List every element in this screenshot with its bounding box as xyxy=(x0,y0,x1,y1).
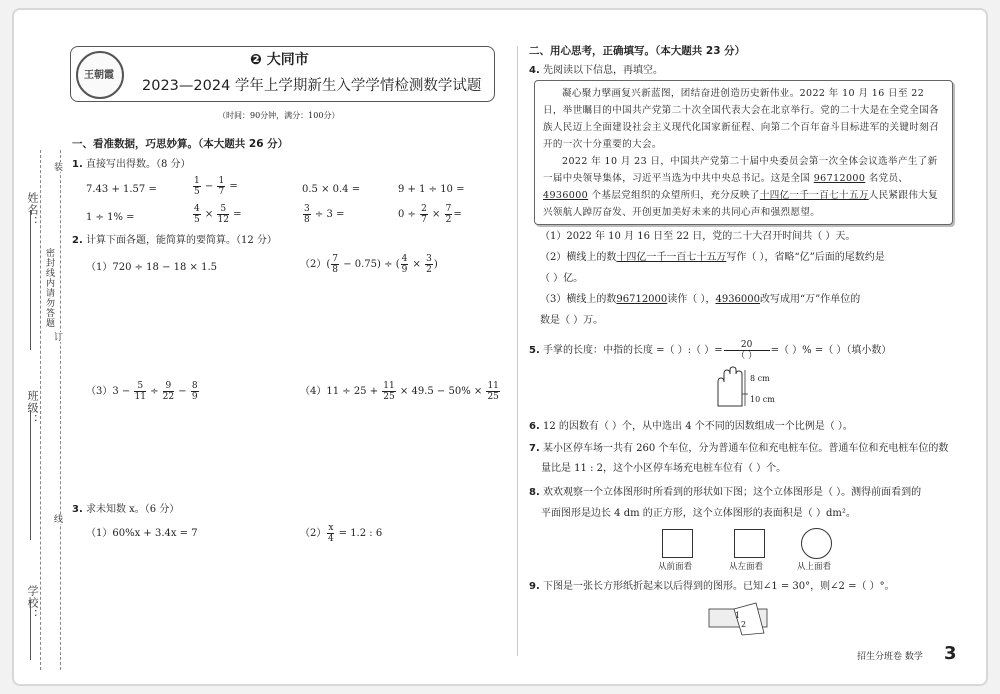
palm-length-label: 10 cm xyxy=(750,395,775,404)
front-view-label: 从前面看 xyxy=(658,562,693,572)
top-view-circle xyxy=(801,528,832,559)
angle-1-label: 1 xyxy=(735,611,741,620)
city-name: 大同市 xyxy=(266,52,309,68)
q1-item-2: $\frac{1}{5}$ − $\frac{1}{7}$ = xyxy=(194,176,238,197)
q4-prompt: 4. 先阅读以下信息，再填空。 xyxy=(529,65,663,76)
q3-prompt: 3. 求未知数 x。（6 分） xyxy=(72,504,180,515)
q2-d: （4）11 ÷ 25 + $\frac{11}{25}$ × 49.5 − 50% × $\frac{11}{25}$ xyxy=(300,381,499,402)
binding-mark-2: 订 xyxy=(52,332,62,342)
binding-mark-1: 装 xyxy=(52,162,62,172)
badge-number: ❷ xyxy=(250,52,262,68)
school-blank xyxy=(30,600,32,660)
seal-text: 王朝霞 xyxy=(84,70,114,81)
school-label: 学校： xyxy=(26,585,39,621)
passage-para-1: 凝心聚力擘画复兴新蓝图，团结奋进创造历史新伟业。2022 年 10 月 16 日至 22 日，举世瞩目的中国共产党第二十次全国代表大会在北京举行。党的二十大是在全党全国各族人民迈上全面建设社会主义现代化国家新征程、向第二个百年奋斗目标进军的关键时刻召开的一次十分重要的大会。 xyxy=(543,88,940,150)
binding-mark-3: 线 xyxy=(52,514,62,524)
class-label: 班级： xyxy=(26,390,39,426)
q4-sub-3: （3）横线上的数96712000读作（ ），4936000改写成用“万”作单位的 xyxy=(540,294,861,305)
passage-para-2: 2022 年 10 月 23 日，中国共产党第二十届中央委员会第一次全体会议选举产生了新一届中央领导集体，习近平当选为中共中央总书记。这是全国 96712000 名党员、4936000 个基层党组织的众望所归，充分反映了十四亿一千一百七十五万人民紧跟伟大复兴领航人踔厉奋发、开创更加美好未来的共同心声和强烈愿望。 xyxy=(543,156,939,218)
left-view-square xyxy=(734,529,765,558)
paper-subtitle: （时间：90分钟，满分：100分） xyxy=(218,111,340,120)
left-view-label: 从左面看 xyxy=(729,562,764,572)
q1-item-6: $\frac{4}{5}$ × $\frac{5}{12}$ = xyxy=(194,204,242,225)
q3-b: （2） $\frac{x}{4}$ = 1.2 : 6 xyxy=(300,523,383,544)
q1-item-3: 0.5 × 0.4 = xyxy=(302,184,361,195)
column-divider xyxy=(517,46,518,656)
q7-prompt: 7. 某小区停车场一共有 260 个车位，分为普通车位和充电桩车位。普通车位和充电桩车位的数 xyxy=(529,443,949,454)
reading-passage xyxy=(534,80,953,225)
finger-length-label: 8 cm xyxy=(750,374,770,383)
binding-line-outer xyxy=(40,150,41,670)
name-blank xyxy=(30,210,32,350)
angle-2-label: 2 xyxy=(741,620,747,629)
q6-prompt: 6. 12 的因数有（ ）个，从中选出 4 个不同的因数组成一个比例是（ ）。 xyxy=(529,421,853,432)
q2-c: （3）3 − $\frac{5}{11}$ ÷ $\frac{9}{22}$ − $\frac{8}{9}$ xyxy=(86,381,198,402)
seal-notice: 密封线内请勿答题 xyxy=(44,248,54,328)
paper-title: 2023—2024 学年上学期新生入学学情检测数学试题 xyxy=(142,78,482,94)
q4-sub-2: （2）横线上的数十四亿一千一百七十五万写作（ ），省略“亿”后面的尾数约是 xyxy=(540,252,885,263)
q2-a: （1）720 ÷ 18 − 18 × 1.5 xyxy=(86,262,218,273)
class-blank xyxy=(30,410,32,540)
section-2-heading: 二、用心思考，正确填写。（本大题共 23 分） xyxy=(529,45,746,57)
q7-line-2: 量比是 11 : 2，这个小区停车场充电桩车位有（ ）个。 xyxy=(541,463,787,474)
page-number: 3 xyxy=(944,643,957,664)
q1-prompt: 1. 直接写出得数。（8 分） xyxy=(72,159,191,170)
q4-sub-2b: （ ）亿。 xyxy=(540,273,584,284)
q1-item-8: 0 ÷ $\frac{2}{7}$ × $\frac{7}{2}$ = xyxy=(398,204,462,225)
q9-prompt: 9. 下图是一张长方形纸折起来以后得到的图形。已知∠1 = 30°，则∠2 =（ ）°。 xyxy=(529,581,895,592)
name-label: 姓名： xyxy=(26,192,39,228)
top-view-label: 从上面看 xyxy=(797,562,832,572)
q8-prompt: 8. 欢欢观察一个立体图形时所看到的形状如下图；这个立体图形是（ ）。测得前面看到的 xyxy=(529,487,922,498)
section-1-heading: 一、看准数据，巧思妙算。（本大题共 26 分） xyxy=(72,138,289,150)
q3-a: （1）60%x + 3.4x = 7 xyxy=(86,528,198,539)
q4-sub-1: （1）2022 年 10 月 16 日至 22 日，党的二十大召开时间共（ ）天。 xyxy=(540,231,856,242)
q2-b: （2）( $\frac{7}{8}$ − 0.75) ÷ ( $\frac{4}{9}$ × $\frac{3}{2}$ ) xyxy=(300,254,438,275)
q1-item-1: 7.43 + 1.57 = xyxy=(86,184,157,195)
q2-prompt: 2. 计算下面各题，能简算的要简算。（12 分） xyxy=(72,235,277,246)
q8-line-2: 平面图形是边长 4 dm 的正方形，这个立体图形的表面积是（ ）dm²。 xyxy=(541,508,856,519)
q1-item-7: $\frac{3}{8}$ ÷ 3 = xyxy=(304,204,345,225)
q4-sub-3b: 数是（ ）万。 xyxy=(540,315,604,326)
front-view-square xyxy=(662,529,693,558)
q5-prompt: 5. 手掌的长度：中指的长度 =（ ）:（ ）= $\frac{20}{( )}$ =（ ）% =（ ）（填小数） xyxy=(529,340,892,361)
q1-item-4: 9 + 1 ÷ 10 = xyxy=(398,184,465,195)
binding-line-inner xyxy=(60,150,61,670)
q1-item-5: 1 ÷ 1% = xyxy=(86,212,135,223)
paper-badge xyxy=(250,49,309,69)
footer-label: 招生分班卷 数学 xyxy=(857,652,923,662)
